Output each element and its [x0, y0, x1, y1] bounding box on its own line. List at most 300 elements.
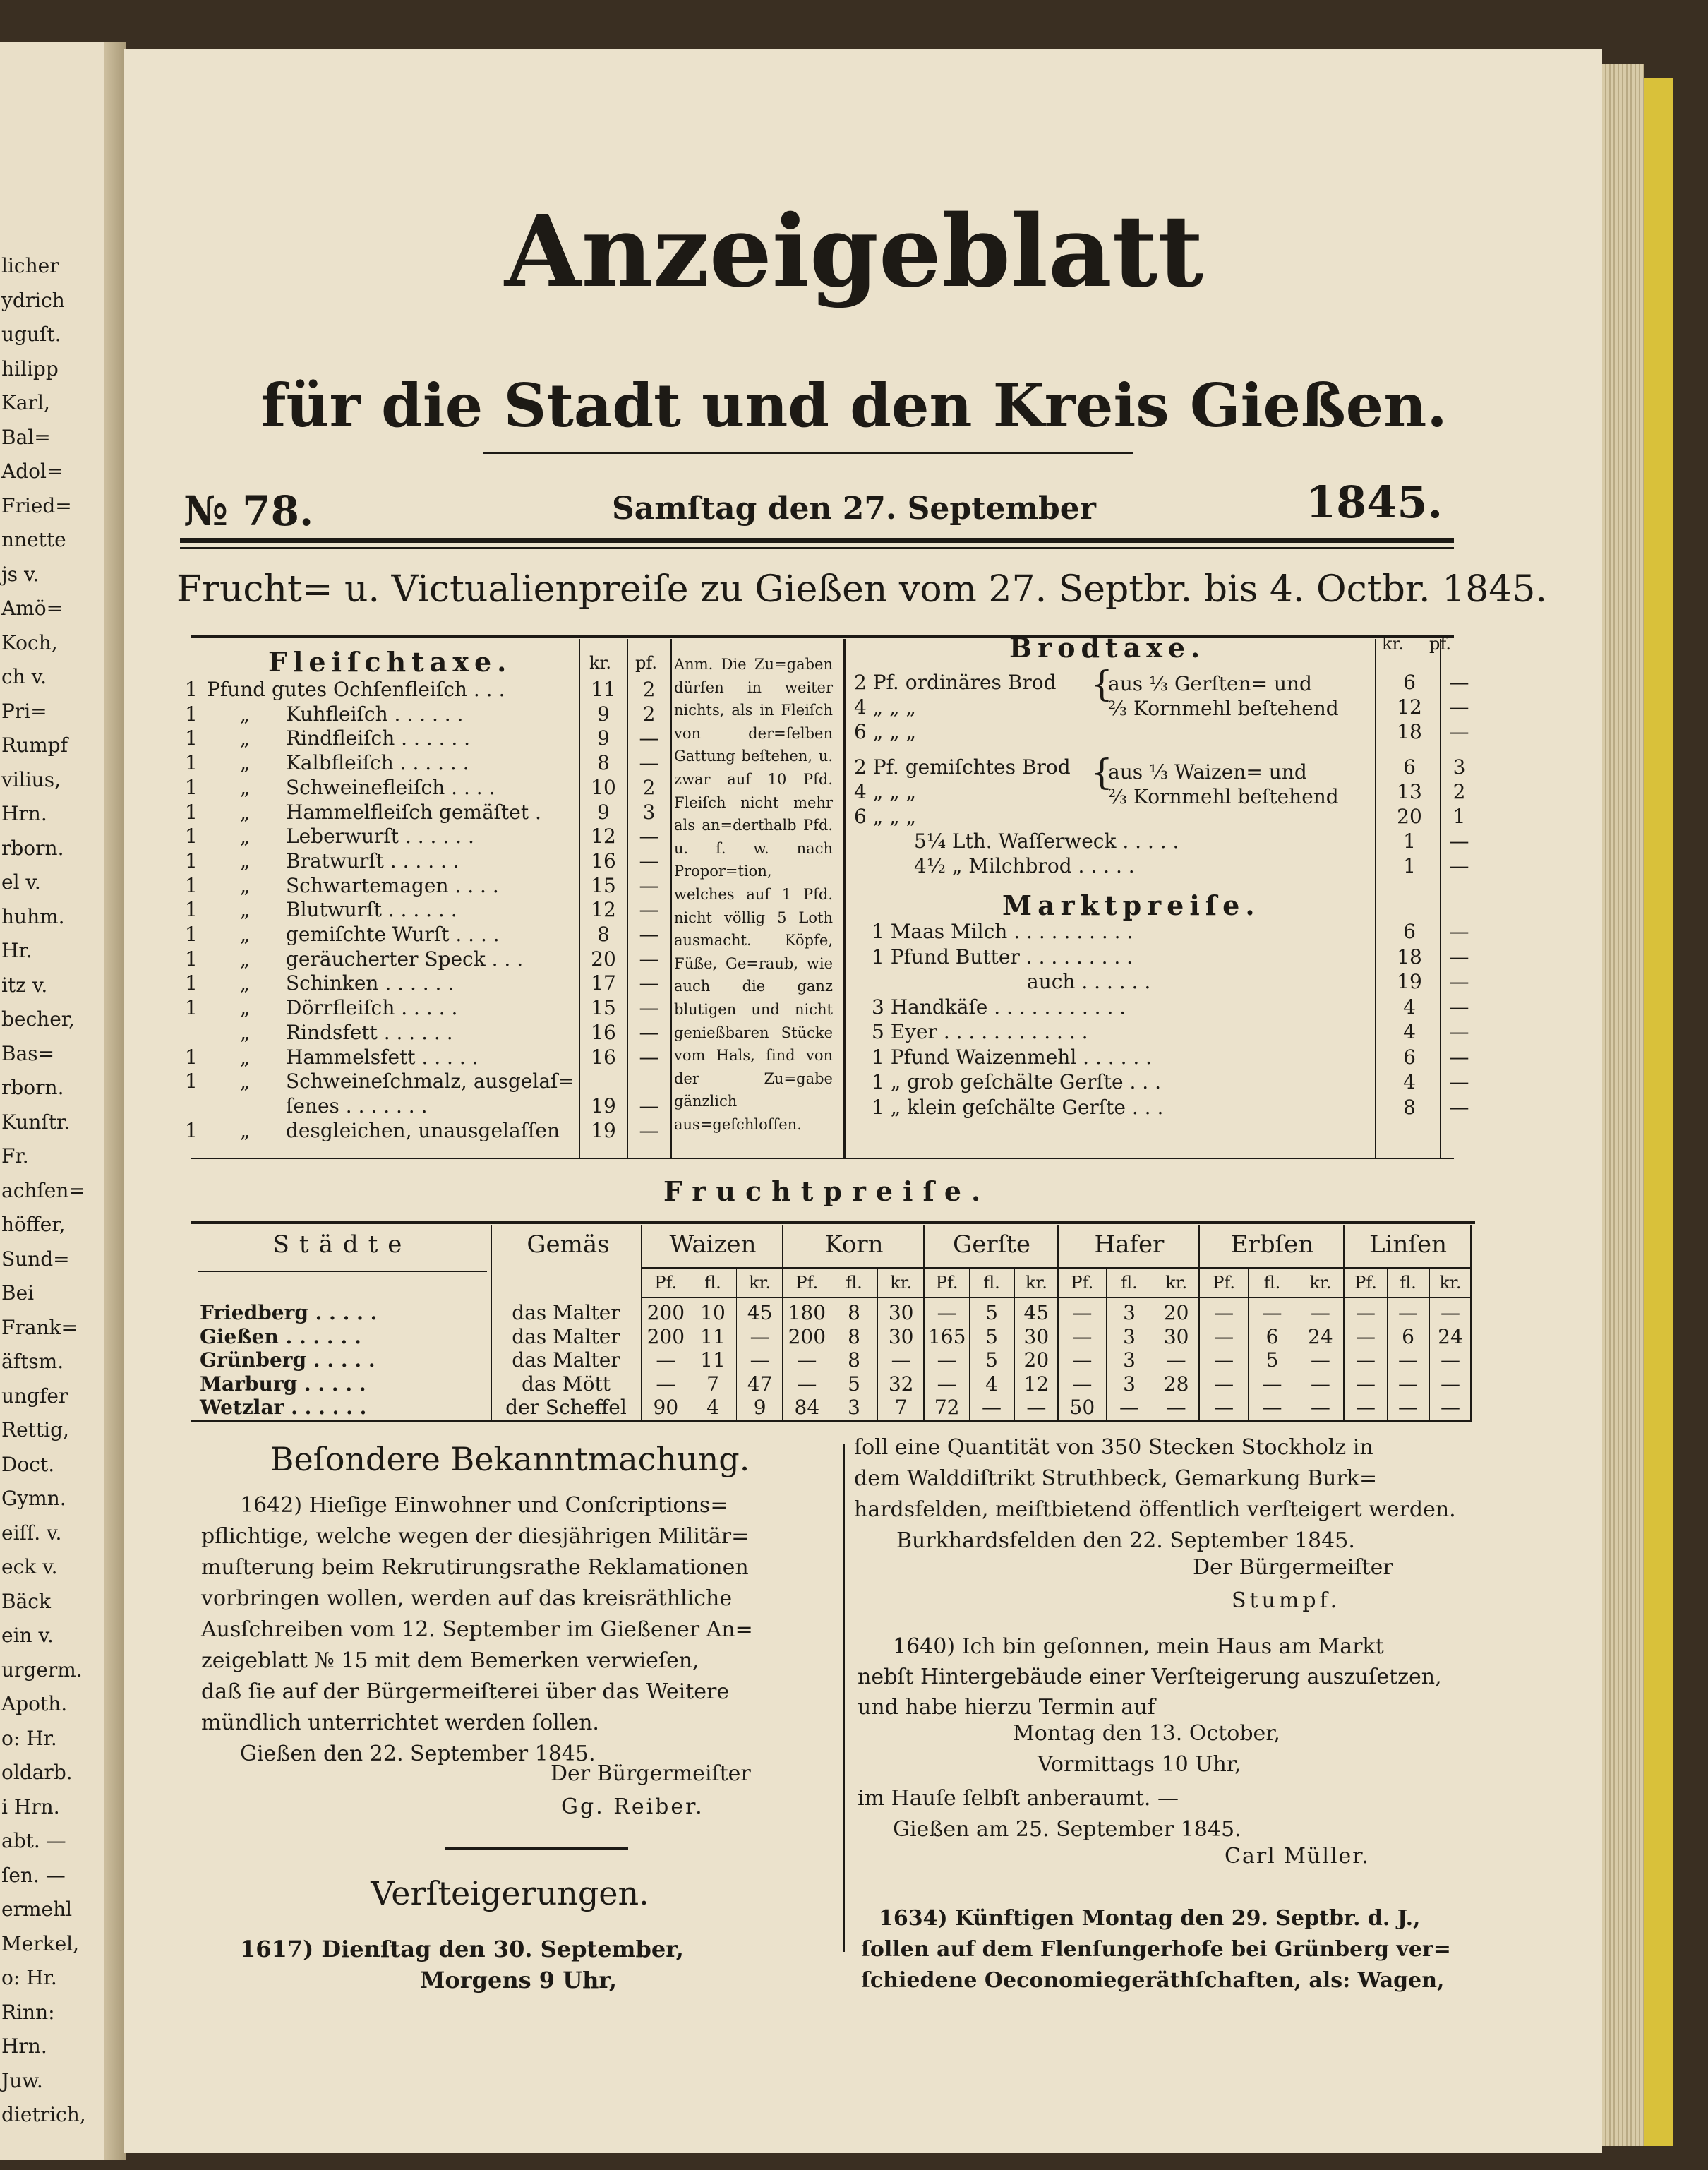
city-name: Marburg . . . . .: [200, 1372, 366, 1396]
fleisch-pf: —: [639, 849, 659, 873]
fleisch-kr: 16: [591, 849, 616, 873]
price-cell: —: [1262, 1372, 1282, 1396]
markt-pf: —: [1449, 995, 1469, 1019]
issue-year: 1845.: [1306, 476, 1443, 528]
fleisch-pf: 2: [642, 678, 656, 701]
fleisch-item: Rindsfett . . . . . .: [286, 1020, 453, 1044]
masthead-rule: [483, 452, 1133, 454]
left-page-line: Merkel,: [1, 1931, 80, 1955]
price-cell: 7: [894, 1396, 908, 1419]
price-cell: —: [1166, 1348, 1186, 1372]
price-cell: 3: [1123, 1324, 1136, 1348]
fleisch-qty: 1: [185, 1069, 198, 1093]
price-cell: —: [1398, 1372, 1418, 1396]
price-cell: 11: [700, 1348, 726, 1372]
fleisch-pf: —: [639, 971, 659, 995]
fleisch-unit: „: [240, 825, 251, 849]
price-cell: 12: [1023, 1372, 1050, 1396]
rule: [445, 1847, 628, 1850]
price-cell: 45: [747, 1301, 773, 1324]
left-page-line: Bal=: [1, 425, 51, 449]
fleisch-pf: —: [639, 1093, 659, 1117]
fleisch-kr: 9: [597, 702, 610, 726]
fleisch-item: Schweineſchmalz, ausgelaſ=: [286, 1069, 575, 1093]
brod-item: 4½ „ Milchbrod . . . . .: [914, 854, 1135, 877]
left-page-line: Karl,: [1, 391, 50, 414]
grain-header: Erbſen: [1230, 1230, 1314, 1259]
price-cell: 180: [788, 1301, 826, 1324]
price-cell: —: [1072, 1348, 1093, 1372]
column-header-pf: pf.: [1429, 634, 1452, 654]
fleisch-pf: —: [639, 726, 659, 750]
left-page-line: Rinn:: [1, 2000, 55, 2024]
brod-pf: 1: [1453, 805, 1466, 828]
fleisch-qty: 1: [185, 1118, 198, 1142]
sub-header: kr.: [890, 1273, 913, 1293]
grain-header: Linſen: [1369, 1230, 1447, 1259]
header-thick-rule: [180, 538, 1454, 543]
price-cell: 32: [888, 1372, 914, 1396]
left-page-line: o: Hr.: [1, 1966, 57, 1989]
left-page-line: Amö=: [1, 597, 64, 620]
markt-item: 1 Pfund Butter . . . . . . . . .: [872, 945, 1133, 969]
divider: [1375, 639, 1376, 1158]
left-page-line: Rettig,: [1, 1418, 69, 1441]
price-cell: 5: [985, 1324, 998, 1348]
brod-kr: 13: [1397, 780, 1422, 803]
fruchtpreise-title: Fruchtpreiſe.: [663, 1175, 991, 1207]
table-rule: [491, 1225, 492, 1420]
left-page-line: höffer,: [1, 1213, 66, 1236]
fleisch-qty: 1: [185, 947, 198, 971]
fleisch-pf: —: [639, 947, 659, 971]
grain-header: Korn: [824, 1230, 884, 1259]
fleisch-kr: 15: [591, 873, 616, 897]
price-cell: —: [1310, 1301, 1330, 1324]
city-name: Gießen . . . . . .: [200, 1324, 361, 1348]
brod-pf: —: [1449, 671, 1469, 694]
price-cell: —: [656, 1372, 676, 1396]
brod-kr: 12: [1397, 695, 1422, 719]
markt-item: 1 „ klein geſchälte Gerſte . . .: [872, 1095, 1164, 1119]
sub-header: kr.: [1165, 1273, 1188, 1293]
price-cell: 200: [646, 1324, 685, 1348]
price-cell: 45: [1023, 1301, 1050, 1324]
brod-pf: 2: [1453, 780, 1466, 803]
fleisch-unit: „: [240, 726, 251, 750]
markt-pf: —: [1449, 1020, 1469, 1043]
fleisch-pf: —: [639, 873, 659, 897]
price-cell: 84: [794, 1396, 820, 1419]
price-cell: —: [1441, 1396, 1460, 1419]
price-cell: 72: [934, 1396, 960, 1419]
fleisch-qty: 1: [185, 678, 198, 701]
markt-pf: —: [1449, 945, 1469, 969]
city-measure: das Mött: [522, 1372, 611, 1396]
brod-kr: 1: [1403, 829, 1416, 853]
markt-item: 3 Handkäſe . . . . . . . . . . .: [872, 995, 1126, 1019]
left-page-line: rborn.: [1, 836, 64, 860]
fleisch-pf: 2: [642, 702, 656, 726]
fleisch-item: Bratwurſt . . . . . .: [286, 849, 459, 873]
fleisch-pf: 2: [642, 775, 656, 799]
brod-item: 6 „ „ „: [854, 805, 917, 828]
left-page-line: Sund=: [1, 1247, 70, 1271]
sub-header: fl.: [1263, 1273, 1281, 1293]
sub-header: fl.: [1400, 1273, 1417, 1293]
auction-1617-line: 1617) Dienſtag den 30. September,: [240, 1936, 684, 1962]
fleisch-item: Hammelfleiſch gemäſtet .: [286, 800, 541, 824]
markt-item: 1 Pfund Waizenmehl . . . . . .: [872, 1045, 1153, 1069]
price-cell: 47: [747, 1372, 773, 1396]
fleisch-item: Schinken . . . . . .: [286, 971, 455, 995]
sub-header: fl.: [1121, 1273, 1138, 1293]
price-cell: 3: [1123, 1301, 1136, 1324]
price-cell: —: [1398, 1396, 1418, 1419]
price-cell: —: [1356, 1372, 1376, 1396]
issue-number: № 78.: [184, 487, 314, 535]
brod-pf: —: [1449, 854, 1469, 877]
markt-kr: 6: [1403, 920, 1416, 943]
price-cell: —: [1310, 1396, 1330, 1419]
price-cell: —: [1441, 1372, 1460, 1396]
sub-header: kr.: [1439, 1273, 1462, 1293]
fleisch-item: gemiſchte Wurſt . . . .: [286, 923, 500, 946]
text-line: 1640) Ich bin geſonnen, mein Haus am Markt: [893, 1634, 1384, 1659]
fleisch-qty: 1: [185, 898, 198, 922]
fleisch-kr: 19: [591, 1118, 616, 1142]
fleisch-kr: 11: [591, 678, 616, 701]
text-line: daß ſie auf der Bürgermeiſterei über das Weitere: [201, 1679, 730, 1704]
fleisch-unit: „: [240, 849, 251, 873]
fleisch-kr: 12: [591, 898, 616, 922]
fleisch-pf: 3: [642, 800, 656, 824]
fleisch-qty: 1: [185, 825, 198, 849]
price-cell: —: [1026, 1396, 1047, 1419]
fleisch-kr: 16: [591, 1045, 616, 1069]
fleisch-kr: 15: [591, 996, 616, 1020]
price-cell: —: [1262, 1301, 1282, 1324]
left-page-line: Koch,: [1, 630, 58, 654]
left-page-line: Kunſtr.: [1, 1110, 71, 1134]
brod-kr: 1: [1403, 854, 1416, 877]
rule: [191, 1158, 1454, 1159]
left-page-line: ydrich: [1, 288, 65, 312]
brod-item: 6 „ „ „: [854, 720, 917, 743]
auction-1617-time: Morgens 9 Uhr,: [420, 1967, 618, 1994]
auction-time: Vormittags 10 Uhr,: [1038, 1752, 1241, 1777]
fleisch-unit: „: [240, 1069, 251, 1093]
text-line: mündlich unterrichtet werden ſollen.: [201, 1710, 599, 1735]
city-measure: der Scheffel: [505, 1396, 627, 1419]
left-page-line: Frank=: [1, 1315, 78, 1339]
price-cell: —: [937, 1348, 957, 1372]
price-cell: 8: [848, 1348, 860, 1372]
price-cell: —: [1356, 1301, 1376, 1324]
markt-kr: 18: [1397, 945, 1422, 969]
tables-top-rule: [191, 635, 1454, 638]
price-cell: 24: [1308, 1324, 1333, 1348]
fleisch-kr: 8: [597, 751, 610, 775]
price-cell: 28: [1163, 1372, 1189, 1396]
left-page-line: i Hrn.: [1, 1794, 60, 1818]
left-page-line: dietrich,: [1, 2103, 86, 2126]
markt-kr: 6: [1403, 1045, 1416, 1069]
fleisch-pf: —: [639, 825, 659, 849]
left-page-line: Bas=: [1, 1041, 55, 1065]
left-page-line: hilipp: [1, 356, 59, 380]
city-measure: das Malter: [512, 1301, 620, 1324]
left-page-line: licher: [1, 254, 59, 277]
left-page-line: uguſt.: [1, 323, 61, 346]
left-page-line: Hr.: [1, 939, 32, 962]
fleisch-unit: „: [240, 947, 251, 971]
price-cell: —: [750, 1348, 770, 1372]
signature-title: Der Bürgermeiſter: [1193, 1555, 1393, 1580]
column-header-kr: kr.: [1382, 634, 1405, 654]
price-cell: —: [1262, 1396, 1282, 1419]
price-cell: —: [797, 1348, 817, 1372]
price-cell: —: [937, 1301, 957, 1324]
fleisch-pf: —: [639, 898, 659, 922]
city-name: Friedberg . . . . .: [200, 1301, 378, 1324]
fleisch-item: Kuhfleiſch . . . . . .: [286, 702, 464, 726]
price-cell: 5: [985, 1348, 998, 1372]
column-header-pf: pf.: [635, 653, 658, 673]
fleisch-item: gutes Ochſenfleiſch . . .: [272, 678, 505, 701]
markt-kr: 4: [1403, 1020, 1416, 1043]
left-page-line: Bei: [1, 1281, 35, 1305]
left-page-line: urgerm.: [1, 1658, 83, 1682]
sub-header: fl.: [846, 1273, 862, 1293]
fleisch-pf: —: [639, 1118, 659, 1142]
price-cell: 7: [706, 1372, 719, 1396]
brod-item: 2 Pf. ordinäres Brod: [854, 671, 1057, 694]
price-cell: —: [750, 1324, 770, 1348]
price-cell: —: [797, 1372, 817, 1396]
price-cell: 24: [1438, 1324, 1463, 1348]
price-cell: 4: [706, 1396, 719, 1419]
text-line: muſterung beim Rekrutirungsrathe Reklamationen: [201, 1555, 749, 1580]
auction-date: Montag den 13. October,: [1013, 1721, 1280, 1746]
price-cell: —: [1119, 1396, 1139, 1419]
left-page-line: rborn.: [1, 1076, 64, 1099]
fleisch-item: Schwartemagen . . . .: [286, 873, 499, 897]
fleisch-pf: —: [639, 751, 659, 775]
markt-kr: 4: [1403, 1070, 1416, 1093]
price-cell: 200: [646, 1301, 685, 1324]
city-measure: das Malter: [512, 1324, 620, 1348]
brod-pf: —: [1449, 695, 1469, 719]
fleischtaxe-note: Anm. Die Zu=gaben dürfen in weiter nichts, als in Fleiſch von der=ſelben Gattung beſtehen, u. zwar auf 10 Pfd. Fleiſch nicht mehr als an=derthalb Pfd. u. ſ. w. nach Propor=tion, welches auf 1 Pfd. nicht völlig 5 Loth ausmacht. Köpfe, Füße, Ge=raub, wie auch die ganz blutigen und nicht genießbaren Stücke vom Hals, ſind von der Zu=gabe gänzlich aus=geſchloſſen.: [674, 656, 833, 1133]
fleisch-qty: 1: [185, 800, 198, 824]
masthead-subtitle: für die Stadt und den Kreis Gießen.: [260, 371, 1448, 440]
text-line: ſollen auf dem Flenſungerhofe bei Grünberg ver=: [861, 1937, 1451, 1962]
sub-header: Pf.: [654, 1273, 678, 1293]
sub-header: Pf.: [795, 1273, 819, 1293]
price-cell: —: [1214, 1324, 1234, 1348]
text-line: Gießen den 22. September 1845.: [240, 1742, 596, 1766]
text-line: Burkhardsfelden den 22. September 1845.: [896, 1528, 1355, 1553]
sub-header: kr.: [1025, 1273, 1047, 1293]
markt-pf: —: [1449, 1070, 1469, 1093]
fleischtaxe-title: Fleiſchtaxe.: [268, 646, 512, 678]
fleisch-unit: „: [240, 923, 251, 946]
fleisch-qty: 1: [185, 873, 198, 897]
signature-name: Stumpf.: [1232, 1588, 1341, 1613]
price-cell: —: [1072, 1301, 1093, 1324]
left-page-line: Fr.: [1, 1144, 29, 1168]
price-cell: —: [1310, 1348, 1330, 1372]
column-divider: [843, 1444, 845, 1952]
heading-versteigerungen: Verſteigerungen.: [371, 1874, 649, 1912]
markt-item: auch . . . . . .: [1027, 970, 1151, 993]
fleisch-unit: „: [240, 971, 251, 995]
fleisch-item: Hammelsfett . . . . .: [286, 1045, 479, 1069]
fleisch-item: Rindfleiſch . . . . . .: [286, 726, 471, 750]
price-cell: 200: [788, 1324, 826, 1348]
fleisch-item: desgleichen, unausgelaſſen: [286, 1118, 560, 1142]
sub-header: fl.: [704, 1273, 721, 1293]
fleisch-kr: 8: [597, 923, 610, 946]
left-page-line: Juw.: [1, 2068, 43, 2092]
fleisch-pf: —: [639, 923, 659, 946]
divider: [579, 639, 580, 1158]
price-cell: —: [1072, 1324, 1093, 1348]
fleisch-item: Dörrfleiſch . . . . .: [286, 996, 458, 1020]
fleisch-pf: —: [639, 1045, 659, 1069]
price-cell: —: [1356, 1324, 1376, 1348]
markt-pf: —: [1449, 1095, 1469, 1119]
fleisch-qty: 1: [185, 996, 198, 1020]
grain-header: Gerſte: [953, 1230, 1030, 1259]
fleisch-unit: „: [240, 775, 251, 799]
fleisch-qty: 1: [185, 849, 198, 873]
header-thin-rule: [180, 547, 1454, 549]
price-cell: —: [1214, 1301, 1234, 1324]
sub-header: kr.: [1309, 1273, 1332, 1293]
price-cell: —: [1310, 1372, 1330, 1396]
divider: [627, 639, 628, 1158]
price-cell: —: [656, 1348, 676, 1372]
price-cell: —: [937, 1372, 957, 1396]
brace-note: ⅔ Kornmehl beſtehend: [1108, 785, 1339, 808]
brace: {: [1090, 752, 1113, 793]
fleisch-unit: Pfund: [207, 678, 266, 701]
text-line: pflichtige, welche wegen der diesjährigen Militär=: [201, 1524, 750, 1549]
fleisch-kr: 16: [591, 1020, 616, 1044]
price-cell: 3: [1123, 1372, 1136, 1396]
left-page-line: Hrn.: [1, 802, 47, 825]
left-page-line: Fried=: [1, 493, 72, 517]
fleisch-unit: „: [240, 751, 251, 775]
price-cell: —: [1214, 1348, 1234, 1372]
city-name: Grünberg . . . . .: [200, 1348, 375, 1372]
price-cell: —: [1166, 1396, 1186, 1419]
price-cell: —: [1214, 1372, 1234, 1396]
brace: {: [1090, 664, 1113, 705]
price-cell: 165: [927, 1324, 966, 1348]
fleisch-pf: —: [639, 996, 659, 1020]
left-page-line: Gymn.: [1, 1487, 66, 1510]
left-page-line: Hrn.: [1, 2034, 47, 2058]
price-cell: 3: [848, 1396, 860, 1419]
fleisch-unit: „: [240, 800, 251, 824]
fleisch-item: Kalbfleiſch . . . . . .: [286, 751, 469, 775]
masthead-title: Anzeigeblatt: [504, 194, 1204, 310]
fleisch-qty: 1: [185, 971, 198, 995]
brod-pf: 3: [1453, 755, 1466, 779]
price-cell: 90: [653, 1396, 679, 1419]
price-cell: —: [1356, 1348, 1376, 1372]
brod-item: 4 „ „ „: [854, 780, 917, 803]
fleisch-unit: „: [240, 702, 251, 726]
markt-item: 1 Maas Milch . . . . . . . . . .: [872, 920, 1133, 943]
price-cell: 30: [1023, 1324, 1050, 1348]
left-page-line: ein v.: [1, 1624, 54, 1647]
price-cell: —: [1398, 1301, 1418, 1324]
fleisch-item: Schweinefleiſch . . . .: [286, 775, 495, 799]
price-cell: —: [891, 1348, 911, 1372]
fleisch-kr: 9: [597, 726, 610, 750]
fleisch-unit: „: [240, 873, 251, 897]
fleisch-pf: —: [639, 1020, 659, 1044]
markt-item: 5 Eyer . . . . . . . . . . . .: [872, 1020, 1088, 1043]
grain-header: Waizen: [669, 1230, 757, 1259]
text-line: 1642) Hieſige Einwohner und Conſcriptions=: [240, 1493, 728, 1518]
markt-pf: —: [1449, 1045, 1469, 1069]
brod-kr: 18: [1397, 720, 1422, 743]
text-line: Ausſchreiben vom 12. September im Gießener An=: [201, 1617, 753, 1642]
city-name: Wetzlar . . . . . .: [200, 1396, 367, 1419]
price-cell: 50: [1069, 1396, 1095, 1419]
fleisch-kr: 20: [591, 947, 616, 971]
markt-kr: 19: [1397, 970, 1422, 993]
price-cell: 8: [848, 1324, 860, 1348]
price-cell: 30: [888, 1324, 914, 1348]
price-cell: 30: [888, 1301, 914, 1324]
left-page-line: abt. —: [1, 1829, 66, 1852]
fleisch-qty: 1: [185, 726, 198, 750]
column-header-kr: kr.: [589, 653, 612, 673]
fleisch-qty: 1: [185, 923, 198, 946]
brace-note: aus ⅓ Gerſten= und: [1108, 672, 1312, 695]
divider: [670, 639, 672, 1158]
price-cell: 20: [1163, 1301, 1189, 1324]
fleisch-unit: „: [240, 1045, 251, 1069]
price-cell: —: [981, 1396, 1002, 1419]
price-cell: 4: [985, 1372, 998, 1396]
sub-header: fl.: [983, 1273, 1000, 1293]
markt-pf: —: [1449, 970, 1469, 993]
left-page-line: Rumpf: [1, 733, 68, 757]
fleisch-kr: 19: [591, 1093, 616, 1117]
signature-name: Carl Müller.: [1225, 1844, 1370, 1869]
fleisch-unit: „: [240, 996, 251, 1020]
fleisch-qty: 1: [185, 775, 198, 799]
price-cell: 6: [1402, 1324, 1414, 1348]
sub-header: kr.: [749, 1273, 771, 1293]
brace-note: ⅔ Kornmehl beſtehend: [1108, 697, 1339, 720]
price-cell: 5: [848, 1372, 860, 1396]
issue-date: Samſtag den 27. September: [612, 491, 1096, 527]
left-page-line: eck v.: [1, 1555, 58, 1578]
price-cell: —: [1398, 1348, 1418, 1372]
price-cell: 11: [700, 1324, 726, 1348]
left-page-line: js v.: [1, 562, 40, 586]
markt-pf: —: [1449, 920, 1469, 943]
left-page-line: itz v.: [1, 973, 48, 997]
